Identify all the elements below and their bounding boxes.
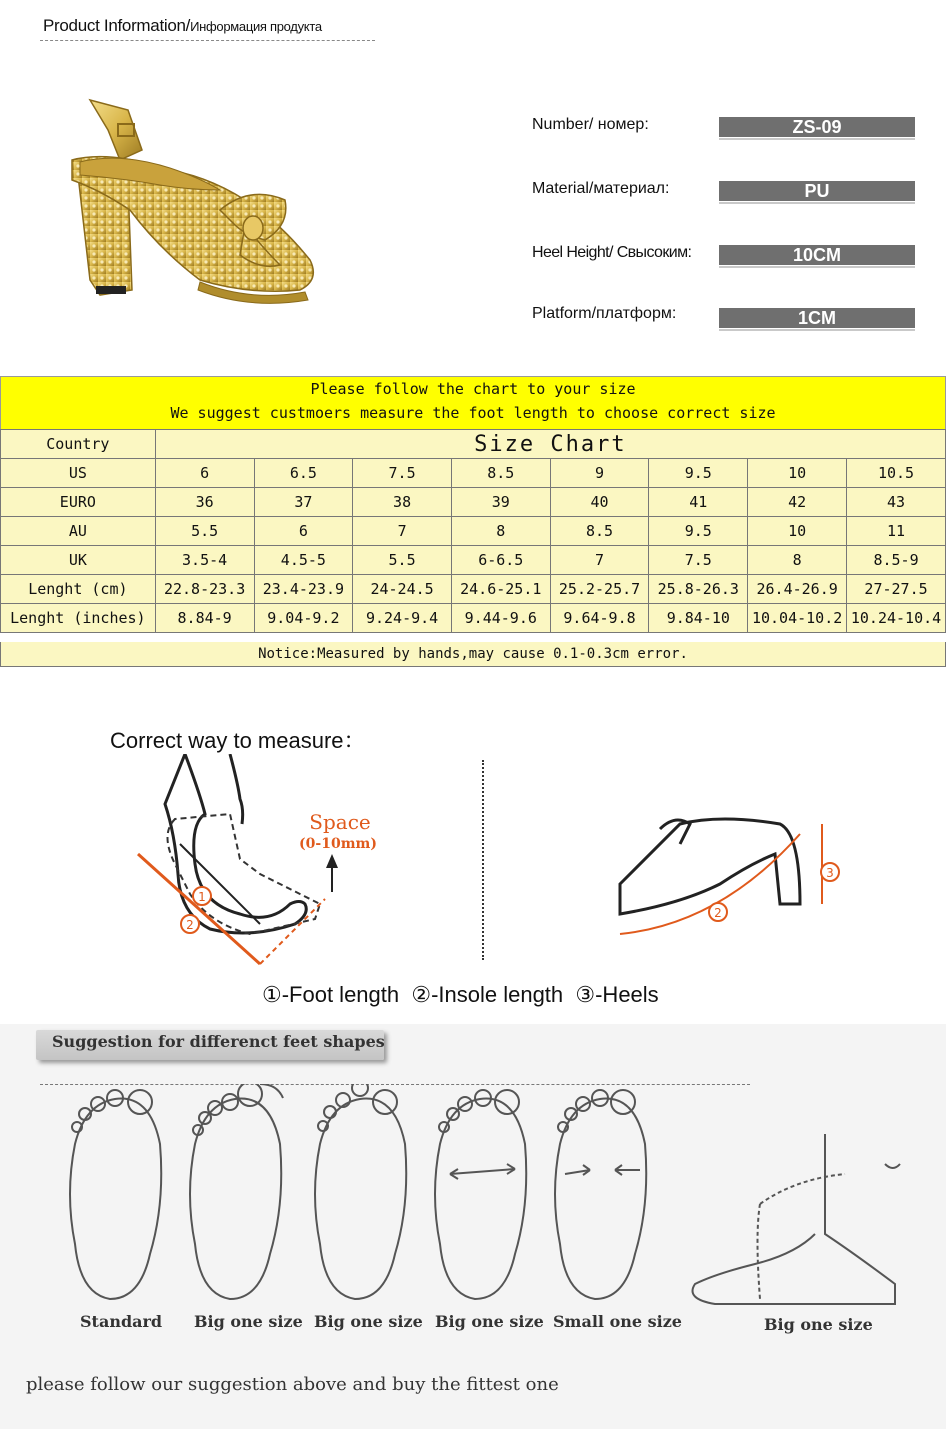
table-cell: 25.8-26.3	[649, 575, 748, 604]
table-row	[1, 488, 946, 517]
marker-1: 1	[198, 890, 206, 904]
table-cell: 26.4-26.9	[748, 575, 847, 604]
table-cell: 39	[451, 488, 550, 517]
table-cell: 24-24.5	[353, 575, 452, 604]
table-cell: 3.5-4	[155, 546, 254, 575]
table-header-line2: We suggest custmoers measure the foot length to choose correct size	[170, 404, 776, 422]
table-cell: 9.5	[649, 459, 748, 488]
table-row	[1, 430, 946, 459]
table-row	[1, 575, 946, 604]
table-cell: 38	[353, 488, 452, 517]
foot-label-4: Big one size	[435, 1312, 544, 1331]
row-label: AU	[1, 517, 156, 546]
row-label: Lenght (cm)	[1, 575, 156, 604]
table-cell: 7	[550, 546, 649, 575]
product-info-title-en: Product Information/	[43, 16, 191, 35]
table-cell: 7.5	[353, 459, 452, 488]
table-cell: 42	[748, 488, 847, 517]
feet-badge-text: Suggestion for differenct feet shapes	[52, 1032, 385, 1051]
size-table	[0, 429, 946, 633]
row-label: UK	[1, 546, 156, 575]
feet-footer: please follow our suggestion above and buy the fittest one	[26, 1374, 559, 1395]
row-label: EURO	[1, 488, 156, 517]
measure-legend: ①-Foot length ②-Insole length ③-Heels	[262, 982, 659, 1007]
table-cell: 27-27.5	[847, 575, 946, 604]
table-cell: 40	[550, 488, 649, 517]
spec-material-value: PU	[719, 181, 915, 201]
table-cell: 7.5	[649, 546, 748, 575]
foot-measure-illustration	[120, 754, 420, 984]
table-row	[1, 459, 946, 488]
marker-3: 3	[826, 866, 834, 880]
row-label: Lenght (inches)	[1, 604, 156, 633]
table-cell: 9.44-9.6	[451, 604, 550, 633]
title-underline	[40, 40, 375, 41]
marker-2-heel: 2	[714, 906, 722, 920]
feet-shapes-section	[0, 1024, 946, 1429]
foot-label-6: Big one size	[764, 1315, 873, 1334]
feet-illustrations	[55, 1084, 915, 1314]
table-cell: 37	[254, 488, 353, 517]
measure-title: Correct way to measure：	[110, 728, 366, 753]
table-cell: 11	[847, 517, 946, 546]
table-cell: 9.64-9.8	[550, 604, 649, 633]
table-cell: 24.6-25.1	[451, 575, 550, 604]
notice-text: Notice:Measured by hands,may cause 0.1-0.3cm error.	[0, 642, 946, 667]
foot-label-3: Big one size	[314, 1312, 423, 1331]
table-cell: 43	[847, 488, 946, 517]
table-cell: 8	[748, 546, 847, 575]
foot-label-standard: Standard	[80, 1312, 163, 1331]
table-cell: 5.5	[353, 546, 452, 575]
table-cell: 9.24-9.4	[353, 604, 452, 633]
size-chart-header: Size Chart	[155, 430, 945, 459]
space-range: (0-10mm)	[299, 836, 377, 852]
table-cell: 8.5	[451, 459, 550, 488]
spec-number-value: ZS-09	[719, 117, 915, 137]
table-cell: 7	[353, 517, 452, 546]
product-info-section	[0, 0, 946, 370]
table-cell: 6	[254, 517, 353, 546]
table-cell: 25.2-25.7	[550, 575, 649, 604]
table-cell: 8	[451, 517, 550, 546]
table-row	[1, 517, 946, 546]
country-header: Country	[1, 430, 156, 459]
divider	[482, 760, 484, 960]
table-row	[1, 546, 946, 575]
table-cell: 36	[155, 488, 254, 517]
table-cell: 5.5	[155, 517, 254, 546]
table-cell: 6-6.5	[451, 546, 550, 575]
table-header	[0, 376, 946, 430]
product-info-title-ru: Информация продукта	[190, 19, 322, 34]
spec-heel-label: Heel Height/ Свысоким:	[532, 244, 692, 261]
spec-platform-label: Platform/платформ:	[532, 305, 677, 322]
space-label: Space	[309, 810, 371, 834]
table-cell: 8.5-9	[847, 546, 946, 575]
table-cell: 9.84-10	[649, 604, 748, 633]
heel-measure-illustration	[600, 804, 860, 954]
table-cell: 9.04-9.2	[254, 604, 353, 633]
table-cell: 6	[155, 459, 254, 488]
row-label: US	[1, 459, 156, 488]
spec-number-label: Number/ номер:	[532, 116, 649, 133]
table-cell: 9.5	[649, 517, 748, 546]
table-row	[1, 604, 946, 633]
table-cell: 10	[748, 459, 847, 488]
marker-2: 2	[186, 918, 194, 932]
table-cell: 23.4-23.9	[254, 575, 353, 604]
table-cell: 10.5	[847, 459, 946, 488]
table-cell: 41	[649, 488, 748, 517]
table-cell: 10.04-10.2	[748, 604, 847, 633]
table-cell: 4.5-5	[254, 546, 353, 575]
table-cell: 9	[550, 459, 649, 488]
spec-material-label: Material/материал:	[532, 180, 670, 197]
measure-section	[0, 684, 946, 1024]
table-cell: 10.24-10.4	[847, 604, 946, 633]
table-cell: 8.84-9	[155, 604, 254, 633]
foot-label-2: Big one size	[194, 1312, 303, 1331]
shoe-image	[50, 90, 350, 310]
spec-platform-value: 1CM	[719, 308, 915, 328]
table-cell: 8.5	[550, 517, 649, 546]
foot-label-5: Small one size	[553, 1312, 682, 1331]
table-cell: 6.5	[254, 459, 353, 488]
spec-heel-value: 10CM	[719, 245, 915, 265]
table-cell: 10	[748, 517, 847, 546]
product-info-title	[43, 16, 322, 36]
table-header-line1: Please follow the chart to your size	[310, 380, 636, 398]
table-cell: 22.8-23.3	[155, 575, 254, 604]
